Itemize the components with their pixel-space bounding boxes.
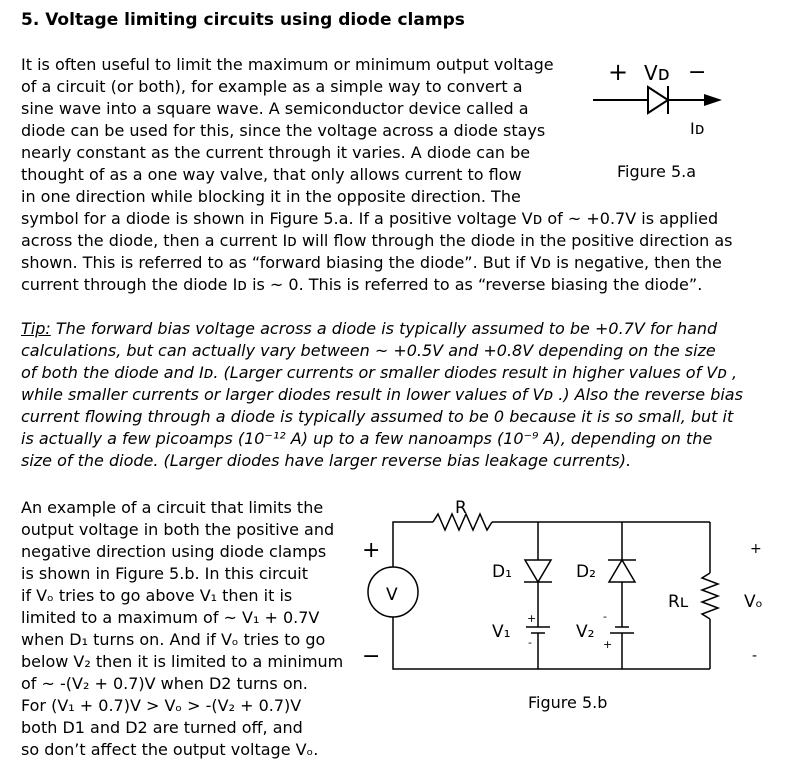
fig-b-v2-label: V₂: [576, 622, 595, 642]
intro-line: symbol for a diode is shown in Figure 5.a. If a positive voltage Vᴅ of ~ +0.7V is applied: [21, 209, 719, 228]
fig-a-voltage-label: Vᴅ: [644, 61, 670, 85]
fig-a-diode-triangle: [648, 87, 668, 113]
tip-line: calculations, but can actually vary between ~ +0.5V and +0.8V depending on the size: [21, 341, 716, 360]
example-line: output voltage in both the positive and: [21, 520, 335, 539]
example-line: negative direction using diode clamps: [21, 542, 327, 561]
figure-5a-diode: [585, 50, 735, 145]
example-line: For (V₁ + 0.7)V > Vₒ > -(V₂ + 0.7)V: [21, 696, 302, 715]
fig-b-d2-label: D₂: [576, 562, 596, 582]
fig-b-bat2-minus: -: [603, 610, 607, 623]
example-line: both D1 and D2 are turned off, and: [21, 718, 303, 737]
fig-b-top-wire-left: [393, 522, 433, 567]
tip-line: [21, 318, 717, 340]
fig-a-plus: +: [608, 58, 629, 86]
intro-line: thought of as a one way valve, that only allows current to flow: [21, 165, 522, 184]
tip-line: size of the diode. (Larger diodes have larger reverse bias leakage currents).: [21, 451, 632, 470]
figure-5a-caption: Figure 5.a: [617, 162, 697, 181]
fig-b-v1-label: V₁: [492, 622, 511, 642]
fig-b-resistor-label: R: [455, 498, 467, 518]
example-line: when D₁ turns on. And if Vₒ tries to go: [21, 630, 326, 649]
fig-b-bat1-plus: +: [527, 612, 537, 625]
fig-b-out-label: Vₒ: [744, 592, 763, 612]
example-line: An example of a circuit that limits the: [21, 498, 324, 517]
fig-b-bat1-minus: -: [528, 636, 532, 649]
example-line: of ~ -(V₂ + 0.7)V when D2 turns on.: [21, 674, 308, 693]
tip-line: is actually a few picoamps (10⁻¹² A) up to a few nanoamps (10⁻⁹ A), depending on the: [21, 429, 713, 448]
fig-b-bat2-plus: +: [603, 638, 613, 651]
example-line: is shown in Figure 5.b. In this circuit: [21, 564, 308, 583]
tip-line: while smaller currents or larger diodes result in lower values of Vᴅ .) Also the reverse bias: [21, 385, 743, 404]
fig-b-d1-triangle: [525, 560, 551, 582]
figure-5b-circuit: [355, 490, 775, 680]
fig-b-bottom-rail: [393, 617, 710, 669]
fig-b-out-minus: -: [752, 648, 758, 664]
fig-a-minus: −: [688, 60, 707, 85]
example-line: limited to a maximum of ~ V₁ + 0.7V: [21, 608, 320, 627]
intro-line: of a circuit (or both), for example as a simple way to convert a: [21, 77, 523, 96]
example-line: if Vₒ tries to go above V₁ then it is: [21, 586, 293, 605]
tip-text: The forward bias voltage across a diode is typically assumed to be +0.7V for hand: [50, 319, 718, 338]
fig-a-current-label: Iᴅ: [690, 119, 705, 138]
fig-a-current-arrow: [704, 94, 722, 106]
intro-line: across the diode, then a current Iᴅ will flow through the diode in the positive direction as: [21, 231, 733, 250]
tip-line: of both the diode and Iᴅ. (Larger currents or smaller diodes result in higher values of Vᴅ ,: [21, 363, 738, 382]
intro-line: in one direction while blocking it in the opposite direction. The: [21, 187, 521, 206]
fig-b-source-symbol: V: [386, 585, 398, 605]
intro-line: current through the diode Iᴅ is ~ 0. This is referred to as “reverse biasing the diode”.: [21, 275, 703, 294]
fig-b-load-resistor: [702, 573, 718, 619]
figure-5b-caption: Figure 5.b: [528, 693, 608, 712]
example-line: below V₂ then it is limited to a minimum: [21, 652, 344, 671]
intro-line: sine wave into a square wave. A semiconductor device called a: [21, 99, 529, 118]
intro-line: shown. This is referred to as “forward biasing the diode”. But if Vᴅ is negative, then the: [21, 253, 722, 272]
fig-b-out-plus: +: [750, 541, 762, 557]
fig-b-d1-label: D₁: [492, 562, 512, 582]
fig-b-d2-triangle: [609, 560, 635, 582]
intro-line: diode can be used for this, since the voltage across a diode stays: [21, 121, 546, 140]
fig-b-source-plus: +: [362, 538, 381, 563]
fig-b-source-minus: −: [362, 644, 381, 669]
fig-b-load-label: Rʟ: [668, 592, 689, 612]
section-heading: 5. Voltage limiting circuits using diode clamps: [21, 10, 465, 30]
example-line: so don’t affect the output voltage Vₒ.: [21, 740, 319, 759]
intro-line: nearly constant as the current through it varies. A diode can be: [21, 143, 531, 162]
tip-label: Tip:: [21, 319, 51, 338]
intro-line: It is often useful to limit the maximum or minimum output voltage: [21, 55, 554, 74]
tip-line: current flowing through a diode is typically assumed to be 0 because it is so small, but it: [21, 407, 734, 426]
